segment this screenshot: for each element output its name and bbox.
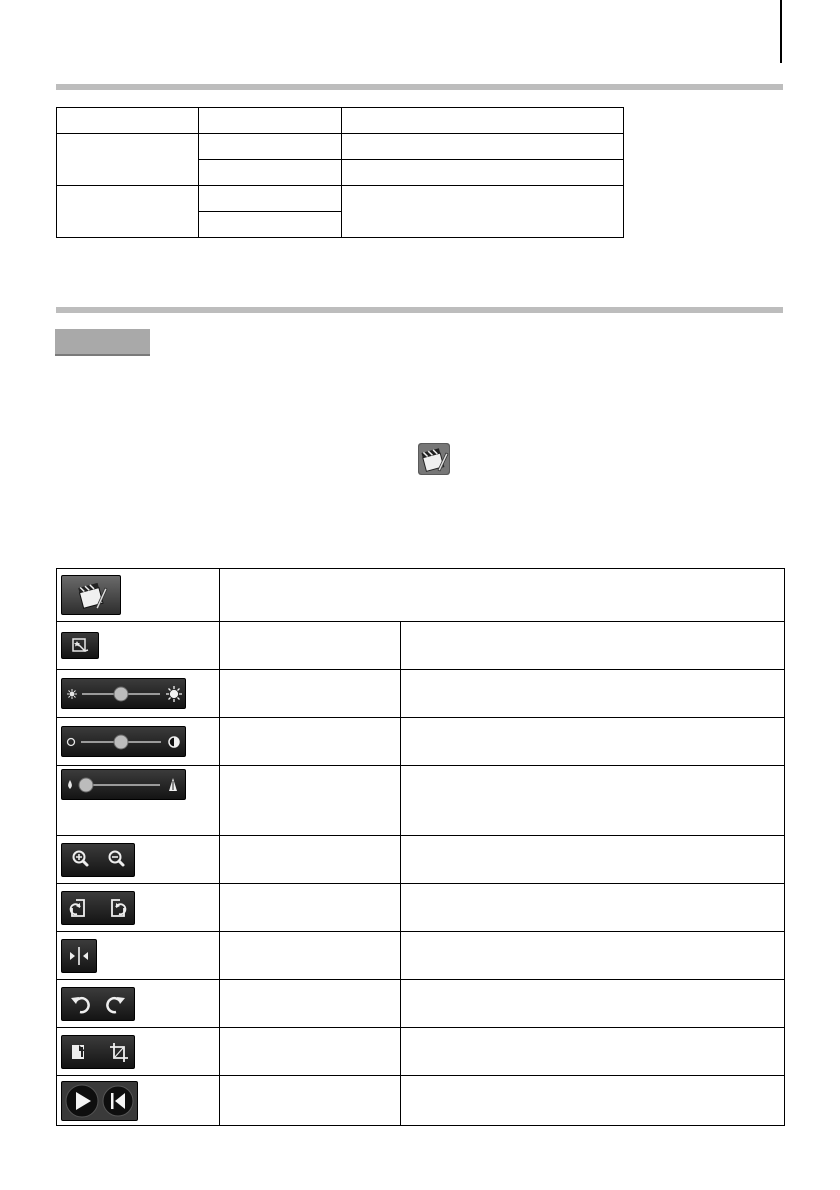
sharpness-slider-icon	[62, 770, 185, 799]
table-cell	[220, 718, 401, 766]
table-cell	[57, 836, 220, 884]
save-icon[interactable]	[72, 1045, 84, 1059]
table-row	[57, 836, 785, 884]
table-row	[57, 622, 785, 670]
table-row	[57, 980, 785, 1028]
table-row	[57, 766, 785, 836]
table-row	[57, 134, 624, 160]
rotate-page-right-icon[interactable]	[112, 900, 125, 916]
table-cell	[342, 186, 624, 238]
table-cell	[401, 670, 785, 718]
table-row	[57, 1028, 785, 1076]
info-table	[56, 107, 624, 238]
clapperboard-edit-icon	[418, 443, 450, 475]
undo-icon[interactable]	[71, 997, 89, 1012]
save-crop-icons	[62, 1036, 134, 1068]
table-row	[57, 108, 624, 134]
table-cell	[342, 134, 624, 160]
table-cell	[401, 1076, 785, 1126]
zoom-in-icon[interactable]	[74, 851, 88, 865]
table-row	[57, 569, 785, 622]
brightness-slider[interactable]	[61, 678, 186, 709]
table-cell	[220, 884, 401, 932]
table-cell	[57, 1028, 220, 1076]
table-cell	[57, 622, 220, 670]
page-edge-mark	[780, 0, 782, 63]
redo-icon[interactable]	[107, 997, 125, 1012]
undo-redo-icons	[62, 988, 134, 1020]
zoom-out-icon[interactable]	[110, 851, 124, 865]
table-cell	[57, 980, 220, 1028]
table-cell	[220, 569, 785, 622]
table-row	[57, 932, 785, 980]
table-cell	[57, 569, 220, 622]
table-cell	[199, 212, 342, 238]
table-cell	[220, 1028, 401, 1076]
table-cell	[401, 836, 785, 884]
skip-to-start-icon[interactable]	[103, 1086, 133, 1116]
clapperboard-edit-icon	[62, 576, 120, 614]
table-cell	[401, 980, 785, 1028]
table-cell	[401, 718, 785, 766]
contrast-slider[interactable]	[61, 726, 186, 757]
table-cell	[57, 884, 220, 932]
slider-knob[interactable]	[114, 687, 128, 701]
table-cell	[57, 134, 199, 186]
table-cell	[57, 718, 220, 766]
table-row	[57, 186, 624, 212]
table-cell	[57, 108, 199, 134]
tools-table	[56, 568, 785, 1126]
crop-icon[interactable]	[110, 1043, 128, 1062]
section-rule-bottom	[56, 307, 783, 313]
note-tag	[55, 329, 150, 356]
rotate-page-icons	[62, 892, 134, 924]
table-cell	[401, 932, 785, 980]
play-first-icons	[62, 1082, 137, 1120]
play-controls[interactable]	[61, 1081, 138, 1121]
play-icon[interactable]	[66, 1085, 98, 1117]
table-cell	[401, 766, 785, 836]
table-cell	[57, 766, 220, 836]
flip-icon	[62, 940, 96, 972]
sharpness-slider[interactable]	[61, 769, 186, 800]
table-cell	[220, 932, 401, 980]
slider-knob[interactable]	[79, 778, 93, 792]
section-rule-top	[56, 84, 783, 90]
table-row	[57, 670, 785, 718]
table-cell	[220, 1076, 401, 1126]
zoom-in-out-icons	[62, 844, 134, 876]
table-cell	[220, 766, 401, 836]
undo-redo-buttons[interactable]	[61, 987, 135, 1021]
table-cell	[342, 160, 624, 186]
rotate-page-buttons[interactable]	[61, 891, 135, 925]
table-cell	[220, 670, 401, 718]
table-cell	[57, 186, 199, 238]
table-cell	[401, 884, 785, 932]
slider-knob[interactable]	[114, 735, 128, 749]
auto-enhance-button[interactable]	[61, 632, 99, 659]
zoom-buttons[interactable]	[61, 843, 135, 877]
clapperboard-edit-button[interactable]	[61, 575, 121, 615]
table-row	[57, 718, 785, 766]
flip-button[interactable]	[61, 939, 97, 973]
table-cell	[57, 932, 220, 980]
table-cell	[199, 108, 342, 134]
table-cell	[199, 186, 342, 212]
table-row	[57, 1076, 785, 1126]
table-cell	[220, 980, 401, 1028]
table-row	[57, 884, 785, 932]
table-cell	[57, 670, 220, 718]
table-cell	[401, 1028, 785, 1076]
table-cell	[199, 134, 342, 160]
table-cell	[342, 108, 624, 134]
save-crop-buttons[interactable]	[61, 1035, 135, 1069]
table-cell	[57, 1076, 220, 1126]
brightness-slider-icon	[62, 679, 185, 708]
rotate-page-left-icon[interactable]	[71, 900, 84, 916]
table-cell	[220, 622, 401, 670]
table-cell	[199, 160, 342, 186]
contrast-slider-icon	[62, 727, 185, 756]
table-cell	[220, 836, 401, 884]
table-cell	[401, 622, 785, 670]
auto-enhance-icon	[62, 633, 98, 658]
